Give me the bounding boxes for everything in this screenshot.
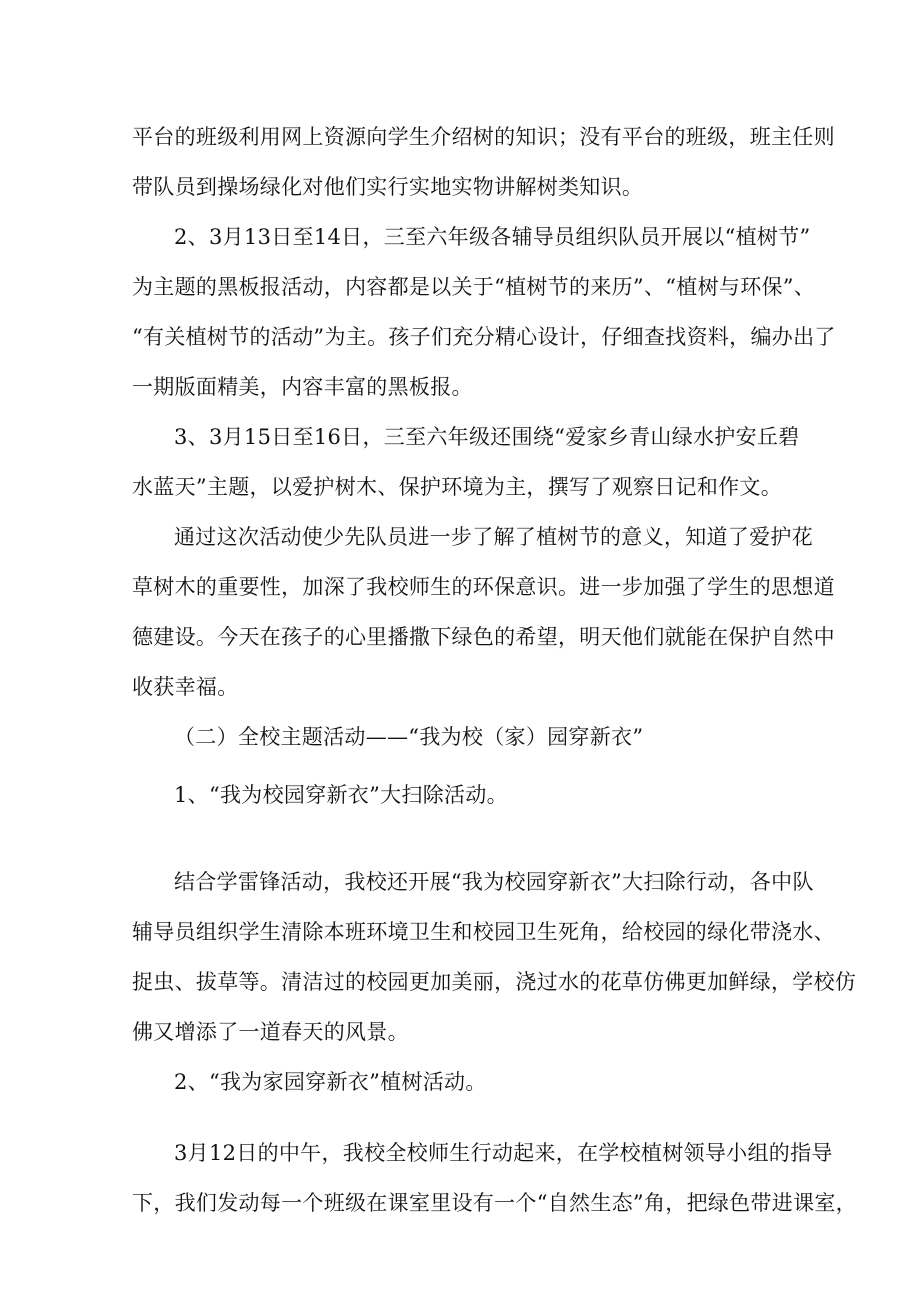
text-line: 辅导员组织学生清除本班环境卫生和校园卫生死角，给校园的绿化带浇水、 [132, 920, 835, 944]
text-line: 通过这次活动使少先队员进一步了解了植树节的意义，知道了爱护花 [174, 525, 813, 549]
section-heading [132, 712, 792, 762]
text-line: 2、3月13日至14日，三至六年级各辅导员组织队员开展以“植树节” [174, 225, 811, 249]
paragraph-planting-activity [132, 1128, 857, 1228]
text-line: 水蓝天”主题，以爱护树木、保护环境为主，撰写了观察日记和作文。 [132, 475, 783, 499]
text-line: 草树木的重要性，加深了我校师生的环保意识。进一步加强了学生的思想道 [132, 575, 835, 599]
text-line: 2、“我为家园穿新衣”植树活动。 [174, 1070, 487, 1094]
text-line: 1、“我为校园穿新衣”大扫除活动。 [174, 783, 508, 807]
paragraph-platform-intro [132, 112, 835, 212]
text-line: 平台的班级利用网上资源向学生介绍树的知识；没有平台的班级，班主任则 [132, 125, 835, 149]
text-line: “有关植树节的活动”为主。孩子们充分精心设计，仔细查找资料，编办出了 [132, 325, 836, 349]
text-line: （二）全校主题活动——“我为校（家）园穿新衣” [174, 725, 644, 749]
paragraph-cleanup-activity [132, 857, 857, 1057]
text-line: 一期版面精美，内容丰富的黑板报。 [132, 375, 473, 399]
paragraph-diary-essay [132, 412, 800, 512]
text-line: 德建设。今天在孩子的心里播撒下绿色的希望，明天他们就能在保护自然中 [132, 625, 835, 649]
text-line: 3月12日的中午，我校全校师生行动起来，在学校植树领导小组的指导 [174, 1141, 833, 1165]
text-line: 收获幸福。 [132, 675, 239, 699]
text-line: 捉虫、拔草等。清洁过的校园更加美丽，浇过水的花草仿佛更加鲜绿，学校仿 [132, 970, 857, 994]
subheading-cleanup [132, 770, 792, 820]
text-line: 带队员到操场绿化对他们实行实地实物讲解树类知识。 [132, 175, 644, 199]
text-line: 佛又增添了一道春天的风景。 [132, 1020, 409, 1044]
text-line: 下，我们发动每一个班级在课室里设有一个“自然生态”角，把绿色带进课室， [132, 1191, 857, 1215]
text-line: 结合学雷锋活动，我校还开展“我为校园穿新衣”大扫除行动，各中队 [174, 870, 814, 894]
subheading-planting [132, 1057, 792, 1107]
paragraph-blackboard-activity [132, 212, 836, 412]
paragraph-summary [132, 512, 835, 712]
text-line: 3、3月15日至16日，三至六年级还围绕“爱家乡青山绿水护安丘碧 [174, 425, 800, 449]
text-line: 为主题的黑板报活动，内容都是以关于“植树节的来历”、“植树与环保”、 [132, 275, 816, 299]
